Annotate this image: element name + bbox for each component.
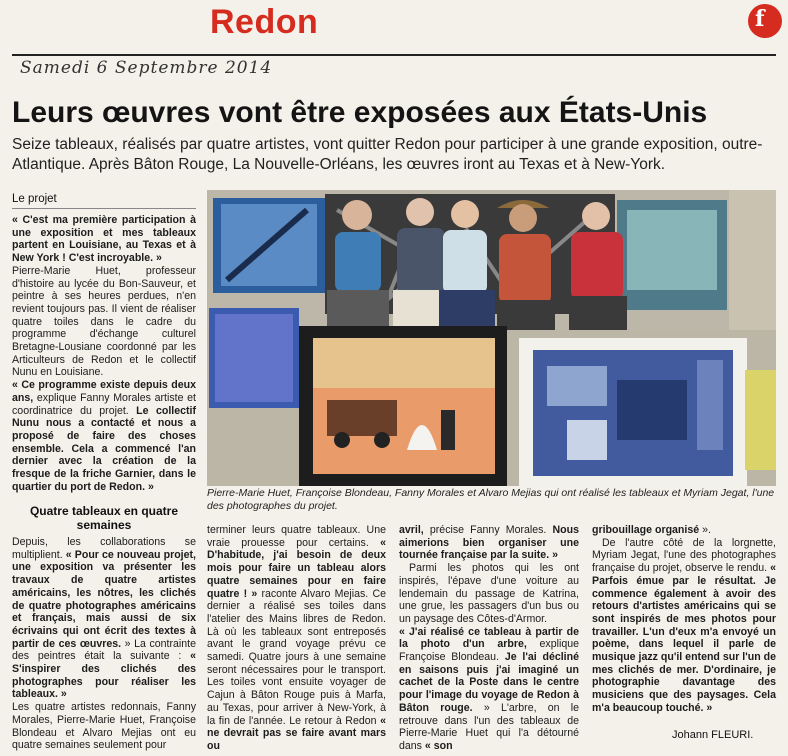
paragraph-6: raconte Alvaro Mejias. Ce dernier a réalisé ses toiles dans l'atelier des Mains libres de Redon. Là où les tableaux sont entreposés avant le grand voyage prévu ce samedi. Quatre jours à une semaine seront nécessaires pour le transport. Les toiles vont ensuite voyager de Cajun à Bâton Rouge puis à Marfa, au Texas, pour arriver à New-York, à la fin de l'année. Le retour à Redon [207,587,386,727]
paragraph-10: De l'autre côté de la lorgnette, Myriam Jegat, l'une des photographes française du projet, observe le rendu. [592,536,776,575]
standfirst: Seize tableaux, réalisés par quatre artistes, vont quitter Redon pour participer à une grande exposition, outre-Atlantique. Après Bâton Rouge, La Nouvelle-Orléans, les œuvres iront au Texas et à New-York. [12,136,763,173]
paragraph-7: Parmi les photos qui les ont inspirés, l'épave d'une voiture au lendemain du passage de Katrina, une grue, les passagers d'un bus ou un paysage des Côtes-d'Armor. [399,562,579,625]
quote-4: « Pour ce nouveau projet, une exposition va présenter les travaux de quatre artistes américains, les nôtres, les clichés de quatre photographes américains et français, mais aussi de six écrivains qui ont écrit des textes à partir de ces œuvres. [12,548,196,650]
bleed-through-text [540,0,740,40]
quote-6: « D'habitude, j'ai besoin de deux mois pour faire un tableau alors quatre semaines pour en faire quatre ! » [207,536,386,600]
paragraph-1: Pierre-Marie Huet, professeur d'histoire au lycée du Bon-Sauveur, et peintre à ses heures perdues, n'en revient toujours pas. Il vient de réaliser quatre toiles dans le cadre du programme d'échange culturel Bretagne-Lousiane coordonné par les Articulteurs de Redon et le collectif Nunu en Louisiane. [12,264,196,379]
paragraph-2: Depuis, les collaborations se multiplient. [12,536,196,561]
quote-7: « ne devrait pas se faire avant mars ou [207,714,386,752]
column-1-top [12,214,196,493]
newspaper-logo [748,4,782,38]
photo-caption: Pierre-Marie Huet, Françoise Blondeau, Fanny Morales et Alvaro Mejias qui ont réalisé les tableaux et Myriam Jegat, l'une des photographes du projet. [207,487,775,512]
handwritten-date: Samedi 6 Septembre 2014 [20,58,273,78]
paragraph-3: » La contrainte des peintres était la suivante : [12,637,196,663]
section-title: Redon [210,3,319,41]
column-4 [592,524,776,715]
quote-1: « C'est ma première participation à une exposition et mes tableaux partent en Louisiane, au Texas et à New York ! C'est incroyable. » [12,214,196,265]
quote-2: « Ce programme existe depuis deux ans, [12,379,196,404]
article-photo [207,190,776,486]
quote-12: « son [424,739,453,752]
quote-14: « Parfois émue par le résultat. Je commence également à avoir des retours d'artistes américains qui se sont inspirés de mes photos pour travailler. L'un d'eux m'a envoyé un poème, dans lequel il parle de musique jazz qu'il entend sur l'un de mes clichés de mer. D'ordinaire, je photographie davantage des musiciens que des paysages. Cela m'a beaucoup touché. » [592,562,776,714]
logo-letter: f [755,6,765,32]
author-signature: Johann FLEURI. [672,729,754,741]
quote-5: « S'inspirer des clichés des photographes pour réaliser les tableaux. » [12,650,196,701]
column-3 [399,524,579,753]
column-1-bottom [12,536,196,752]
attribution-1: explique Fanny Morales artiste et coordinatrice du projet. [12,391,196,417]
quote-9: Nous aimerions bien organiser une tournée française par la suite. » [399,524,579,562]
attribution-2: précise Fanny Morales. [423,524,553,536]
paragraph-5: terminer leurs quatre tableaux. Une vraie prouesse pour certains. [207,524,386,549]
quote-11: Je l'ai décliné en saisons puis j'ai imaginé un cachet de la Poste dans le centre pour l'image du voyage de Redon à Bâton rouge. [399,651,579,714]
attribution-3: explique Françoise Blondeau. [399,638,580,664]
quote-13: gribouillage organisé [592,524,700,536]
paragraph-4: Les quatre artistes redonnais, Fanny Morales, Pierre-Marie Huet, Françoise Blondeau et Alvaro Mejias ont eu quatre semaines seulement pour [12,701,196,752]
column-2 [207,524,386,753]
paragraph-9: ». [699,524,711,536]
quote-3: Le collectif Nunu nous a contacté et nous a proposé de faire des choses ensemble. Cela a commencé l'an dernier avec la création de la fresque de la friche Garnier, dans le quartier du port de Redon. » [12,404,196,493]
quote-8: avril, [399,524,424,536]
top-rule [12,54,776,56]
quote-10: « J'ai réalisé ce tableau à partir de la photo d'un arbre, [399,625,579,651]
photo-illustration [207,190,776,486]
subheading: Quatre tableaux en quatre semaines [29,504,179,532]
paragraph-8: » L'arbre, on le retrouve dans l'un des tableaux de Pierre-Marie Huet qui l'a détourné dans [399,701,579,752]
headline: Leurs œuvres vont être exposées aux États-Unis [12,96,708,129]
kicker: Le projet [12,193,196,209]
